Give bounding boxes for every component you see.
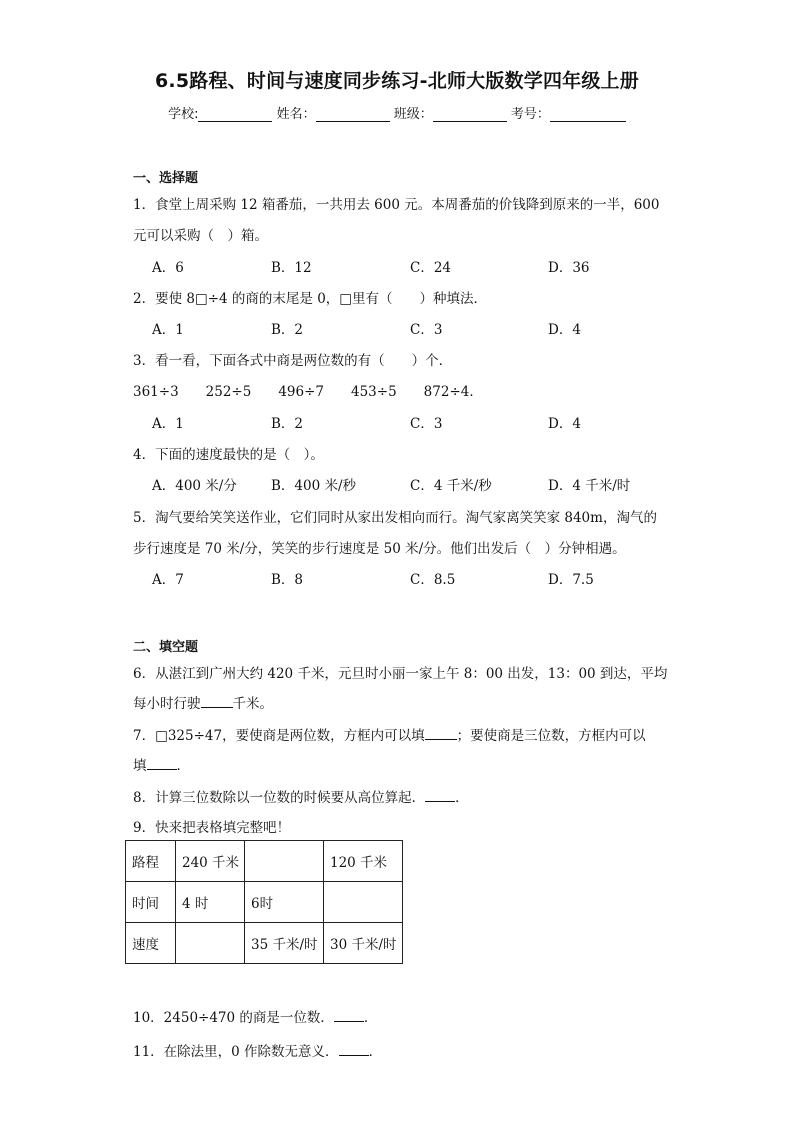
question-2-option-d: D．4 xyxy=(548,322,581,338)
answer-blank[interactable] xyxy=(425,726,457,740)
name-blank xyxy=(316,107,390,122)
question-2-line-1: 2．要使 8□÷4 的商的末尾是 0，□里有（ ）种填法． xyxy=(133,291,488,307)
speed-table xyxy=(125,840,403,964)
question-3-option-b: B．2 xyxy=(271,416,304,432)
table-cell: 120 千米 xyxy=(324,841,403,882)
question-11-line-1 xyxy=(133,1040,382,1060)
question-5-option-d: D．7.5 xyxy=(548,572,594,588)
question-5-line-2: 步行速度是 70 米/分，笑笑的步行速度是 50 米/分。他们出发后（ ）分钟相遇。 xyxy=(133,541,626,557)
question-3-line-2: 361÷3 252÷5 496÷7 453÷5 872÷4． xyxy=(133,384,483,400)
question-6-text-a: 每小时行驶 xyxy=(133,696,201,712)
table-cell: 35 千米/时 xyxy=(245,923,324,964)
question-7-line-1 xyxy=(133,724,646,744)
table-cell[interactable] xyxy=(176,923,245,964)
question-11-text-a: 11．在除法里，0 作除数无意义． xyxy=(133,1044,339,1060)
question-8-text-a: 8．计算三位数除以一位数的时候要从高位算起． xyxy=(133,790,426,806)
question-7-line-2 xyxy=(133,754,190,774)
answer-blank[interactable] xyxy=(425,788,455,802)
question-5-option-a: A．7 xyxy=(152,572,184,588)
table-cell: 6时 xyxy=(245,882,324,923)
question-9-line-1: 9．快来把表格填完整吧！ xyxy=(133,820,291,836)
question-7-text-a: 7．□325÷47，要使商是两位数，方框内可以填 xyxy=(133,728,425,744)
question-10-line-1 xyxy=(133,1006,377,1026)
question-6-line-2 xyxy=(133,692,273,712)
question-3-line-1: 3．看一看，下面各式中商是两位数的有（ ）个． xyxy=(133,353,453,369)
question-6-text-b: 千米。 xyxy=(232,696,273,712)
question-10-text-a: 10．2450÷470 的商是一位数． xyxy=(133,1010,334,1026)
page-title: 6.5路程、时间与速度同步练习-北师大版数学四年级上册 xyxy=(155,70,639,92)
table-cell[interactable] xyxy=(245,841,324,882)
class-blank xyxy=(433,107,507,122)
section-title-fill-blank: 二、填空题 xyxy=(133,640,199,655)
question-7-text-c: 填 xyxy=(133,758,147,774)
question-1-line-1: 1．食堂上周采购 12 箱番茄，一共用去 600 元。本周番茄的价钱降到原来的一半，600 xyxy=(133,197,660,213)
exam-number-blank xyxy=(550,107,626,122)
table-row xyxy=(126,882,403,923)
table-cell: 时间 xyxy=(126,882,176,923)
question-4-option-b: B．400 米/秒 xyxy=(271,478,357,494)
school-blank xyxy=(198,107,272,122)
table-cell: 240 千米 xyxy=(176,841,245,882)
table-cell: 路程 xyxy=(126,841,176,882)
table-cell[interactable] xyxy=(324,882,403,923)
question-5-option-c: C．8.5 xyxy=(410,572,456,588)
question-5-line-1: 5．淘气要给笑笑送作业，它们同时从家出发相向而行。淘气家离笑笑家 840m，淘气的 xyxy=(133,510,657,526)
name-label: 姓名： xyxy=(276,107,316,122)
table-cell: 速度 xyxy=(126,923,176,964)
question-8-text-b: ． xyxy=(455,790,469,806)
question-4-option-c: C．4 千米/秒 xyxy=(410,478,492,494)
table-cell: 30 千米/时 xyxy=(324,923,403,964)
question-7-text-d: ． xyxy=(176,758,190,774)
answer-blank[interactable] xyxy=(147,756,177,770)
question-3-option-a: A．1 xyxy=(152,416,184,432)
table-row xyxy=(126,923,403,964)
answer-blank[interactable] xyxy=(201,694,233,708)
question-4-option-d: D．4 千米/时 xyxy=(548,478,631,494)
school-label: 学校: xyxy=(168,107,199,122)
question-1-line-2: 元可以采购（ ）箱。 xyxy=(133,228,268,244)
exam-number-label: 考号： xyxy=(510,107,550,122)
question-2-option-a: A．1 xyxy=(152,322,184,338)
table-row xyxy=(126,841,403,882)
table-cell: 4 时 xyxy=(176,882,245,923)
question-8-line-1 xyxy=(133,786,469,806)
student-info-line xyxy=(0,103,794,122)
question-1-option-d: D．36 xyxy=(548,260,590,276)
class-label: 班级： xyxy=(393,107,433,122)
question-11-text-b: ． xyxy=(368,1044,383,1060)
question-1-option-b: B．12 xyxy=(271,260,312,276)
question-3-option-d: D．4 xyxy=(548,416,581,432)
answer-blank[interactable] xyxy=(334,1008,364,1022)
question-4-option-a: A．400 米/分 xyxy=(152,478,237,494)
question-1-option-c: C．24 xyxy=(410,260,452,276)
question-3-option-c: C．3 xyxy=(410,416,443,432)
answer-blank[interactable] xyxy=(339,1042,369,1056)
question-4-line-1: 4．下面的速度最快的是（ ）。 xyxy=(133,447,324,463)
question-7-text-b: ；要使商是三位数，方框内可以 xyxy=(456,728,646,744)
question-2-option-b: B．2 xyxy=(271,322,304,338)
section-title-choice: 一、选择题 xyxy=(133,171,199,186)
question-5-option-b: B．8 xyxy=(271,572,304,588)
question-10-text-b: ． xyxy=(363,1010,378,1026)
question-1-option-a: A．6 xyxy=(152,260,184,276)
question-2-option-c: C．3 xyxy=(410,322,443,338)
question-6-line-1: 6．从湛江到广州大约 420 千米，元旦时小丽一家上午 8：00 出发，13：00 到达，平均 xyxy=(133,666,668,682)
